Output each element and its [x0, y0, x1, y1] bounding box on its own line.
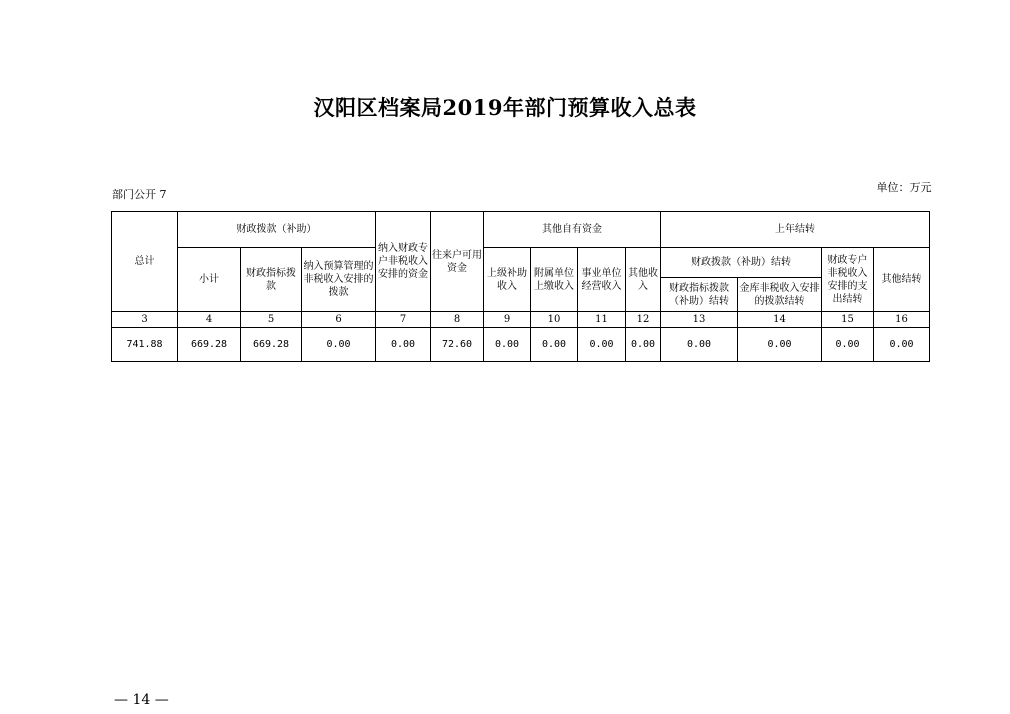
- value-current-account: 72.60: [431, 328, 484, 362]
- table-row: [112, 328, 930, 362]
- header-other-income: 其他收入: [626, 248, 661, 312]
- header-other-own-funds: 其他自有资金: [484, 212, 661, 248]
- column-number: 10: [531, 312, 578, 328]
- column-number-row: [112, 312, 930, 328]
- header-ly-special-nontax: 财政专户非税收入安排的支出结转: [822, 248, 874, 312]
- column-number: 16: [874, 312, 930, 328]
- header-business: 事业单位经营收入: [578, 248, 626, 312]
- value-fiscal-subtotal: 669.28: [178, 328, 241, 362]
- header-special-nontax: 纳入财政专户非税收入安排的资金: [376, 212, 431, 312]
- dept-code-label: 部门公开 7: [112, 188, 167, 201]
- column-number: 9: [484, 312, 531, 328]
- header-fiscal-nontax: 纳入预算管理的非税收入安排的拨款: [302, 248, 376, 312]
- value-upper-subsidy: 0.00: [484, 328, 531, 362]
- column-number: 14: [738, 312, 822, 328]
- value-business: 0.00: [578, 328, 626, 362]
- column-number: 5: [241, 312, 302, 328]
- value-fiscal-index: 669.28: [241, 328, 302, 362]
- column-number: 3: [112, 312, 178, 328]
- value-total: 741.88: [112, 328, 178, 362]
- header-affiliated: 附属单位上缴收入: [531, 248, 578, 312]
- value-affiliated: 0.00: [531, 328, 578, 362]
- value-other-income: 0.00: [626, 328, 661, 362]
- value-fiscal-nontax: 0.00: [302, 328, 376, 362]
- unit-label: 单位：万元: [876, 181, 932, 194]
- column-number: 15: [822, 312, 874, 328]
- header-current-account: 往来户可用资金: [431, 212, 484, 312]
- value-special-nontax: 0.00: [376, 328, 431, 362]
- column-number: 12: [626, 312, 661, 328]
- header-ly-treasury-nontax: 金库非税收入安排的拨款结转: [738, 278, 822, 312]
- value-ly-special-nontax: 0.00: [822, 328, 874, 362]
- value-ly-treasury-nontax: 0.00: [738, 328, 822, 362]
- budget-income-table: [111, 211, 930, 362]
- header-fiscal: 财政拨款（补助）: [178, 212, 376, 248]
- page-title: 汉阳区档案局2019年部门预算收入总表: [313, 95, 697, 120]
- column-number: 13: [661, 312, 738, 328]
- column-number: 4: [178, 312, 241, 328]
- header-total: 总计: [112, 212, 178, 312]
- header-fiscal-index: 财政指标拨款: [241, 248, 302, 312]
- header-last-year-carryover: 上年结转: [661, 212, 930, 248]
- header-fiscal-subtotal: 小计: [178, 248, 241, 312]
- header-ly-other: 其他结转: [874, 248, 930, 312]
- column-number: 8: [431, 312, 484, 328]
- page-number: — 14 —: [114, 692, 169, 708]
- header-ly-fiscal-index: 财政指标拨款（补助）结转: [661, 278, 738, 312]
- column-number: 7: [376, 312, 431, 328]
- header-ly-fiscal: 财政拨款（补助）结转: [661, 248, 822, 278]
- header-upper-subsidy: 上级补助收入: [484, 248, 531, 312]
- value-ly-other: 0.00: [874, 328, 930, 362]
- value-ly-fiscal-index: 0.00: [661, 328, 738, 362]
- column-number: 6: [302, 312, 376, 328]
- column-number: 11: [578, 312, 626, 328]
